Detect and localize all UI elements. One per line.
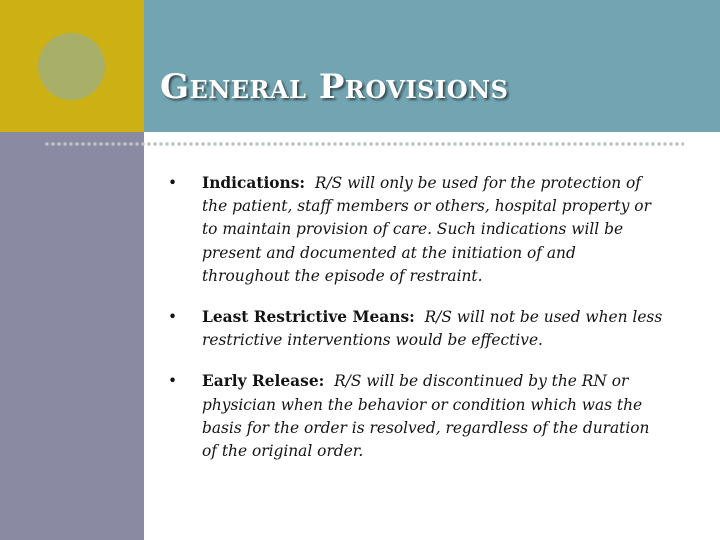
- bullet-marker: •: [168, 174, 178, 192]
- bullet-early-release: [168, 370, 668, 463]
- bullet-text: R/S will be discontinued by the RN or physician when the behavior or condition which was the basis for the order is resolved, regardless of the duration of the original order.: [202, 372, 650, 461]
- bullet-marker: •: [168, 372, 178, 391]
- bullet-term: Early Release:: [202, 372, 325, 391]
- bullet-least-restrictive-means: [168, 306, 668, 352]
- bullet-term: Indications:: [202, 174, 306, 192]
- bullet-list: [168, 172, 668, 463]
- bullet-marker: •: [168, 308, 178, 327]
- bullet-term: Least Restrictive Means:: [202, 308, 415, 327]
- bullet-text: R/S will not be used when less restrictive interventions would be effective.: [202, 308, 663, 350]
- bullet-indications: [168, 172, 668, 288]
- decorative-circle: [38, 33, 105, 100]
- dotted-divider: [44, 141, 684, 147]
- slide-title: General Provisions: [160, 67, 509, 107]
- title-band: [144, 0, 720, 132]
- bullet-text: R/S will only be used for the protection of the patient, staff members or others, hospital property or to maintain provision of care. Such indications will be present and documented at the initiation of and throughout the episode of restraint.: [202, 174, 651, 285]
- purple-side-panel: [0, 132, 144, 540]
